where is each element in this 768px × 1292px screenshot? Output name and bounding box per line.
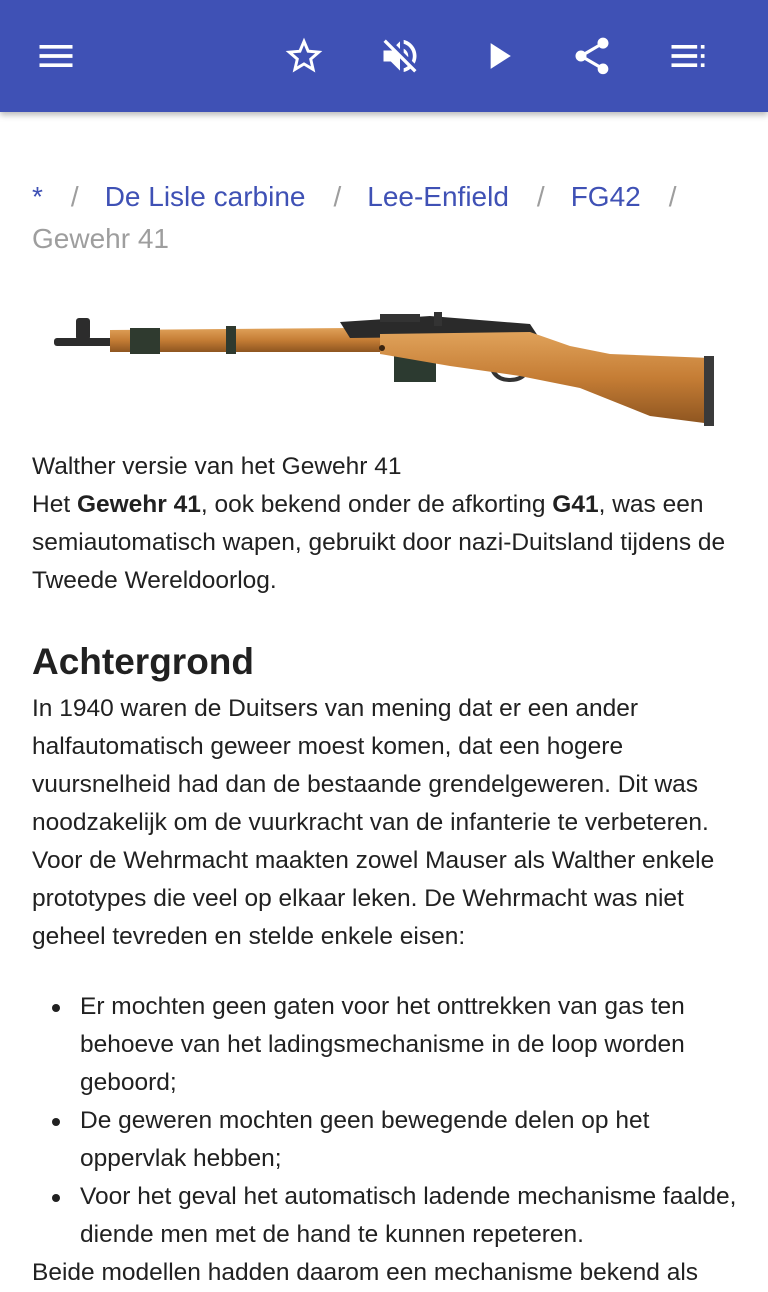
list-item: De geweren mochten geen bewegende delen op het oppervlak hebben; <box>32 1102 742 1178</box>
requirements-list <box>32 988 742 1254</box>
star-icon <box>282 34 326 78</box>
volume-off-icon <box>378 34 422 78</box>
intro-text: Het <box>32 491 77 518</box>
breadcrumb-separator: / <box>70 181 79 212</box>
breadcrumb-separator: / <box>668 181 677 212</box>
continuation-paragraph: Beide modellen hadden daarom een mechanisme bekend als <box>32 1259 699 1286</box>
app-bar <box>0 0 768 112</box>
breadcrumb-item-de-lisle-carbine[interactable]: De Lisle carbine <box>104 181 306 212</box>
breadcrumb-item-home[interactable]: * <box>32 181 43 212</box>
breadcrumb-separator: / <box>333 181 342 212</box>
rifle-image <box>50 306 720 436</box>
list-item: Er mochten geen gaten voor het onttrekken van gas ten behoeve van het ladingsmechanisme in de loop worden geboord; <box>32 988 742 1102</box>
breadcrumb-item-lee-enfield[interactable]: Lee-Enfield <box>367 181 509 212</box>
section-paragraph: In 1940 waren de Duitsers van mening dat er een ander halfautomatisch geweer moest komen, dat een hogere vuursnelheid had dan de bestaande grendelgeweren. Dit was noodzakelijk om de vuurkracht van de infanterie te verbeteren. Voor de Wehrmacht maakten zowel Mauser als Walther enkele prototypes die veel op elkaar leken. De Wehrmacht was niet geheel tevreden en stelde enkele eisen: <box>32 695 715 950</box>
breadcrumb-separator: / <box>536 181 545 212</box>
share-button[interactable] <box>564 28 620 84</box>
section-title: Achtergrond <box>32 641 254 682</box>
menu-icon <box>34 34 78 78</box>
mute-button[interactable] <box>372 28 428 84</box>
favorite-button[interactable] <box>276 28 332 84</box>
breadcrumb-current: Gewehr 41 <box>32 223 169 254</box>
intro-text: , ook bekend onder de afkorting <box>200 491 553 518</box>
image-caption: Walther versie van het Gewehr 41 <box>32 453 402 480</box>
playlist-button[interactable] <box>660 28 716 84</box>
intro-text: , was een semiautomatisch wapen, gebruikt door nazi-Duitsland tijdens de Tweede Wereldoorlog. <box>32 491 726 594</box>
breadcrumb <box>32 176 740 260</box>
breadcrumb-item-fg42[interactable]: FG42 <box>570 181 641 212</box>
intro-bold-abbreviation: G41 <box>552 491 599 518</box>
menu-button[interactable] <box>28 28 84 84</box>
share-icon <box>570 34 614 78</box>
intro-bold-term: Gewehr 41 <box>76 491 201 518</box>
playlist-icon <box>666 34 710 78</box>
play-icon <box>476 34 520 78</box>
play-button[interactable] <box>470 28 526 84</box>
list-item: Voor het geval het automatisch ladende mechanisme faalde, diende men met de hand te kunnen repeteren. <box>32 1178 742 1254</box>
intro-paragraph <box>32 486 742 600</box>
